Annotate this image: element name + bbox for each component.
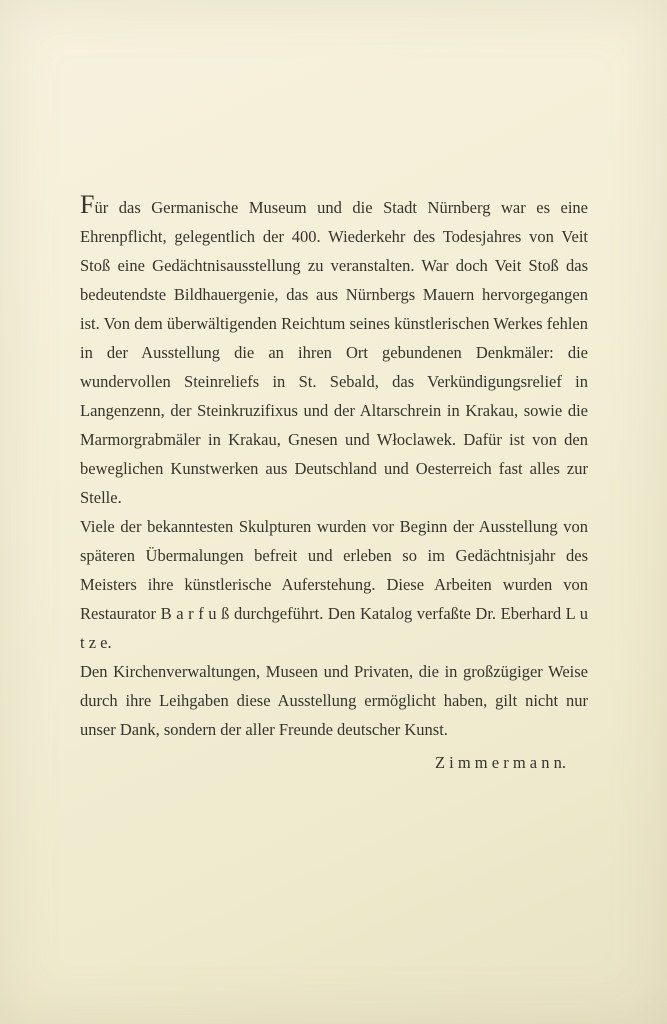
paragraph-foreword-1: Für das Germanische Museum und die Stadt Nürnberg war es eine Ehrenpflicht, gelegentlich der 400. Wiederkehr des Todesjahres von Veit Stoß eine Gedächtnisausstellung zu veranstalten. War doch Veit Stoß das bedeutendste Bildhauergenie, das aus Nürnbergs Mauern hervorgegangen ist. Von dem überwältigenden Reichtum seines künstlerischen Werkes fehlen in der Ausstellung die an ihren Ort gebundenen Denkmäler: die wundervollen Steinreliefs in St. Sebald, das Verkündigungsrelief in Langenzenn, der Steinkruzifixus und der Altarschrein in Krakau, sowie die Marmorgrabmäler in Krakau, Gnesen und Włoclawek. Dafür ist von den beweglichen Kunstwerken aus Deutschland und Oesterreich fast alles zur Stelle. [80, 190, 588, 507]
paragraph-foreword-2: Viele der bekanntesten Skulpturen wurden vor Beginn der Ausstellung von späteren Übermalungen befreit und erleben so im Gedächtnisjahr des Meisters ihre künstlerische Auferstehung. Diese Arbeiten wurden von Restaurator B a r f u ß durchgeführt. Den Katalog verfaßte Dr. Eberhard L u t z e. [80, 517, 588, 652]
text-block [80, 192, 588, 777]
paragraph-foreword-3: Den Kirchenverwaltungen, Museen und Privaten, die in großzügiger Weise durch ihre Leihgaben diese Ausstellung ermöglicht haben, gilt nicht nur unser Dank, sondern der aller Freunde deutscher Kunst. [80, 662, 588, 739]
signature-zimmermann: Z i m m e r m a n n. [434, 753, 566, 772]
